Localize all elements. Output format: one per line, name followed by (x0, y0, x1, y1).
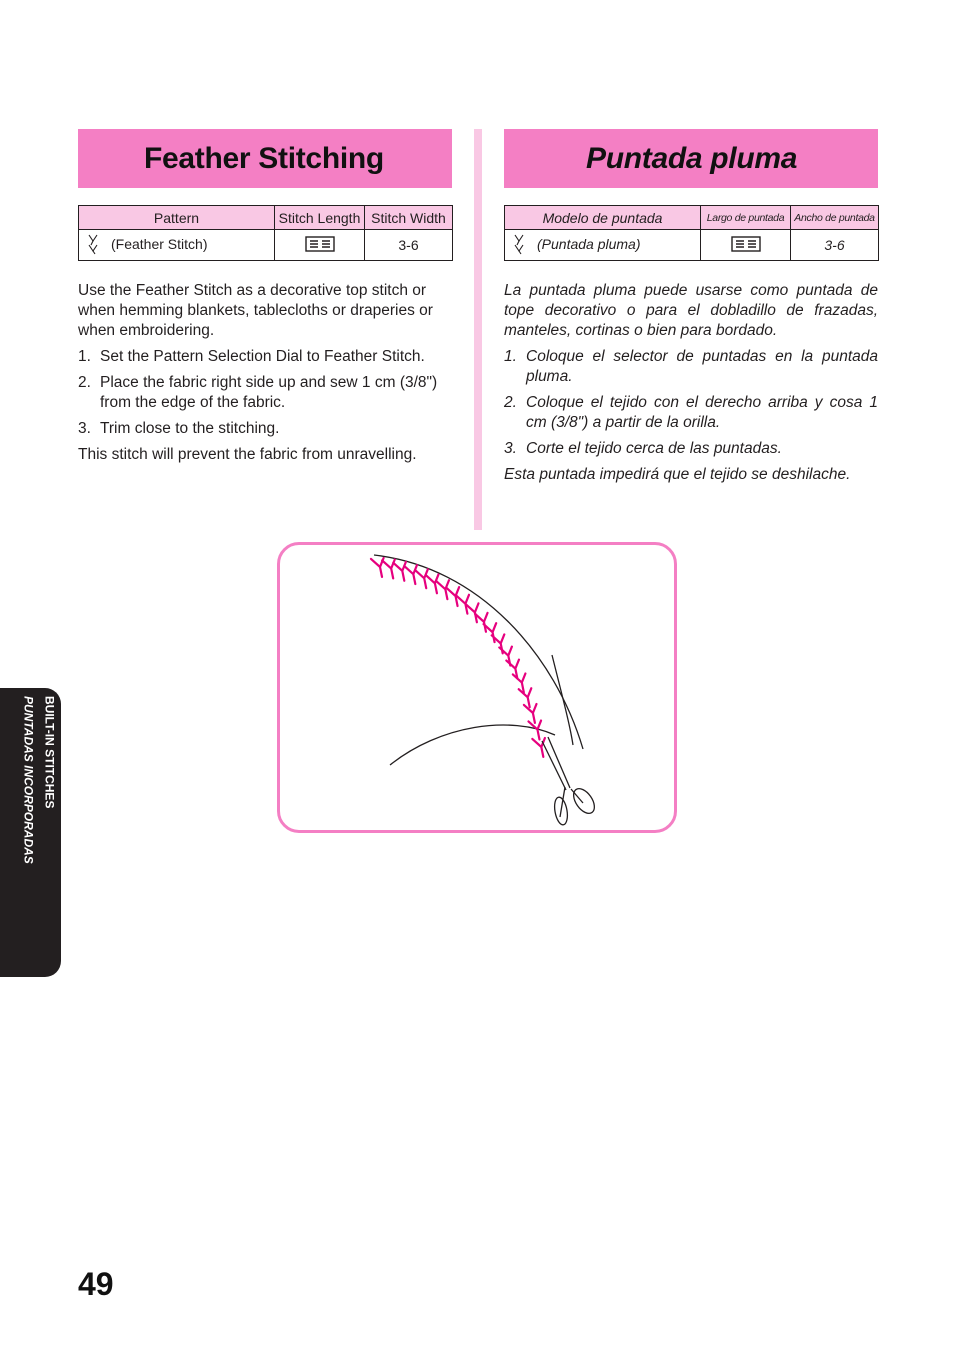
stitch-mark (532, 738, 545, 757)
spec-value-row (505, 230, 879, 261)
spanish-title-banner (504, 129, 878, 188)
spec-header-row (505, 206, 879, 230)
stitch-mark (393, 562, 406, 581)
stitch-mark (404, 565, 417, 584)
english-spec-table (78, 205, 453, 261)
stitch-mark (415, 569, 428, 588)
list-item: 2. Place the fabric right side up and sew 1 cm (3/8") from the edge of the fabric. (78, 374, 438, 411)
spanish-note: Esta puntada impedirá que el tejido se deshilache. (504, 466, 851, 483)
header-stitch-width: Stitch Width (365, 206, 453, 230)
english-note: This stitch will prevent the fabric from unravelling. (78, 446, 417, 463)
spanish-intro: La puntada pluma puede usarse como puntada de tope decorativo o para el dobladillo de frazadas, manteles, cortinas o bien para bordado. (504, 282, 878, 339)
english-intro: Use the Feather Stitch as a decorative top stitch or when hemming blankets, tablecloths or draperies or when embroidering. (78, 282, 433, 339)
pattern-cell (505, 230, 701, 261)
page-number: 49 (78, 1266, 114, 1302)
side-tab-english: BUILT-IN STITCHES (42, 696, 57, 809)
english-steps (78, 347, 452, 439)
spanish-spec-table (504, 205, 879, 261)
stitching-illustration (277, 542, 677, 833)
stitch-width-cell: 3-6 (365, 230, 453, 261)
list-item: 2. Coloque el tejido con el derecho arriba y cosa 1 cm (3/8") a partir de la orilla. (504, 394, 878, 431)
header-stitch-width: Ancho de puntada (791, 206, 879, 230)
feather-stitch-line (371, 558, 545, 757)
header-stitch-length: Largo de puntada (701, 206, 791, 230)
english-body (78, 281, 452, 465)
spanish-title: Puntada pluma (586, 141, 798, 175)
spanish-body (504, 281, 878, 485)
stitch-mark (426, 574, 439, 593)
feather-stitch-icon (87, 233, 99, 258)
column-divider (474, 129, 482, 530)
pattern-name: (Puntada pluma) (537, 235, 641, 252)
list-item: 1. Coloque el selector de puntadas en la puntada pluma. (504, 348, 878, 385)
list-item: 3. Corte el tejido cerca de las puntadas. (504, 440, 782, 457)
header-stitch-length: Stitch Length (275, 206, 365, 230)
side-tab-spanish: PUNTADAS INCORPORADAS (21, 696, 36, 864)
spec-header-row (79, 206, 453, 230)
stitch-length-icon (731, 236, 761, 255)
list-item: 1. Set the Pattern Selection Dial to Feather Stitch. (78, 348, 425, 365)
list-item: 3. Trim close to the stitching. (78, 420, 280, 437)
header-pattern: Pattern (79, 206, 275, 230)
stitch-length-cell (275, 230, 365, 261)
english-column (78, 129, 452, 471)
spec-value-row (79, 230, 453, 261)
spanish-column (504, 129, 878, 491)
english-title: Feather Stitching (144, 141, 384, 175)
spanish-steps (504, 347, 878, 459)
fabric-illustration (280, 545, 674, 830)
stitch-width-cell: 3-6 (791, 230, 879, 261)
section-side-tab (0, 688, 61, 977)
pattern-cell (79, 230, 275, 261)
scissors-icon (542, 737, 599, 826)
english-title-banner (78, 129, 452, 188)
stitch-length-icon (305, 236, 335, 255)
stitch-mark (519, 688, 532, 707)
feather-stitch-icon (513, 233, 525, 258)
stitch-length-cell (701, 230, 791, 261)
pattern-name: (Feather Stitch) (111, 235, 208, 252)
header-pattern: Modelo de puntada (505, 206, 701, 230)
